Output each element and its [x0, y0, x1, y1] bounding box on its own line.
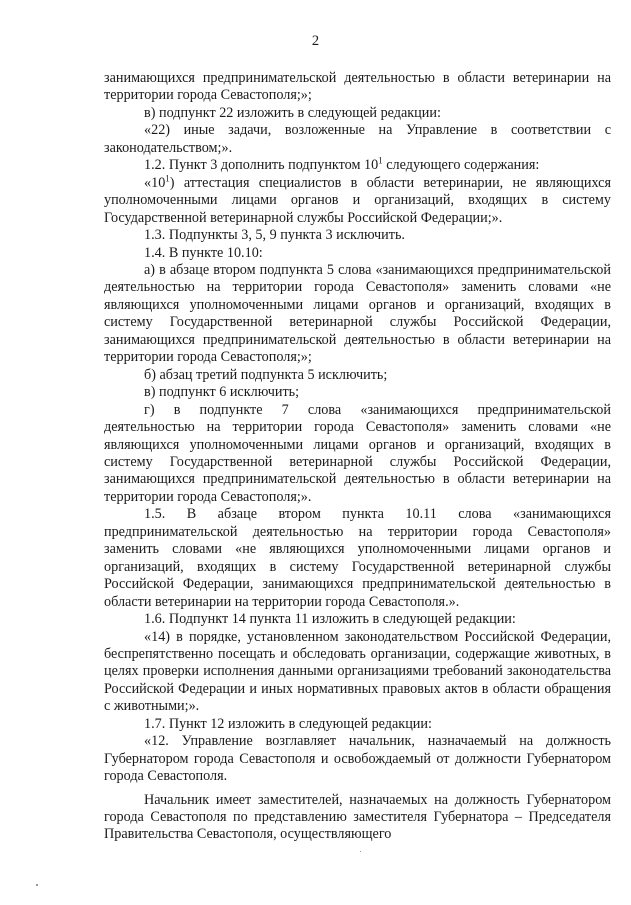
paragraph-quote-22: «22) иные задачи, возложенные на Управление в соответствии с законодательством;».: [104, 122, 611, 156]
page-number: 2: [311, 33, 320, 49]
paragraph-subitem-v2: в) подпункт 6 исключить;: [144, 384, 300, 401]
paragraph-subitem-b: б) абзац третий подпункта 5 исключить;: [144, 366, 388, 383]
superscript: 1: [378, 155, 383, 166]
scan-speck: [36, 884, 38, 886]
paragraph-quote-14: «14) в порядке, установленном законодательством Российской Федерации, беспрепятственно посещать и обследовать организации, содержащие животных, в целях проверки исполнения данными организациями требований законодательства Российской Федерации и иных нормативных правовых актов в области обращения с животными;».: [104, 628, 611, 715]
text-fragment: «10: [144, 174, 166, 191]
paragraph-continuation: занимающихся предпринимательской деятельностью в области ветеринарии на территории города Севастополя;»;: [104, 70, 611, 104]
paragraph-subitem-v: в) подпункт 22 изложить в следующей редакции:: [144, 104, 441, 121]
paragraph-subitem-a: а) в абзаце втором подпункта 5 слова «занимающихся предпринимательской деятельностью на территории города Севастополя» заменить словами «не являющихся уполномоченными лицами органов и организаций, входящих в систему Государственной ветеринарной службы Российской Федерации, занимающихся предпринимательской деятельностью в области ветеринарии на территории города Севастополя;»;: [104, 261, 611, 366]
text-fragment: 1.2. Пункт 3 дополнить подпунктом 10: [144, 157, 379, 174]
paragraph-quote-12: «12. Управление возглавляет начальник, назначаемый на должность Губернатором города Севастополя и освобождаемый от должности Губернатором города Севастополя.: [104, 733, 611, 785]
paragraph-quote-10-1: [104, 172, 611, 227]
paragraph-deputies: Начальник имеет заместителей, назначаемых на должность Губернатором города Севастополя по представлению заместителя Губернатора – Председателя Правительства Севастополя, осуществляющего: [104, 791, 611, 843]
paragraph-1-5: 1.5. В абзаце втором пункта 10.11 слова «занимающихся предпринимательской деятельностью на территории города Севастополя» заменить словами «не являющихся уполномоченными лицами органов и организаций, входящих в систему Государственной ветеринарной службы Российской Федерации, занимающихся предпринимательской деятельностью в области ветеринарии на территории города Севастополя.».: [104, 506, 611, 610]
scan-speck: [360, 851, 361, 852]
superscript: 1: [165, 172, 170, 183]
paragraph-1-7: 1.7. Пункт 12 изложить в следующей редакции:: [144, 715, 432, 732]
paragraph-1-6: 1.6. Подпункт 14 пункта 11 изложить в следующей редакции:: [144, 611, 516, 628]
paragraph-subitem-g: г) в подпункте 7 слова «занимающихся предпринимательской деятельностью на территории города Севастополя» заменить словами «не являющихся уполномоченными лицами органов и организаций, входящих в систему Государственной ветеринарной службы Российской Федерации, занимающихся предпринимательской деятельностью в области ветеринарии на территории города Севастополя;».: [104, 401, 611, 505]
paragraph-1-4: 1.4. В пункте 10.10:: [144, 244, 263, 261]
document-body: [104, 70, 611, 844]
paragraph-1-2: [104, 157, 611, 174]
text-fragment: ) аттестация специалистов в области ветеринарии, не являющихся уполномоченными лицами органов и организаций, входящих в систему Государственной ветеринарной службы Российской Федерации;».: [104, 174, 611, 226]
paragraph-1-3: 1.3. Подпункты 3, 5, 9 пункта 3 исключить.: [144, 227, 405, 244]
text-fragment: следующего содержания:: [382, 157, 540, 174]
